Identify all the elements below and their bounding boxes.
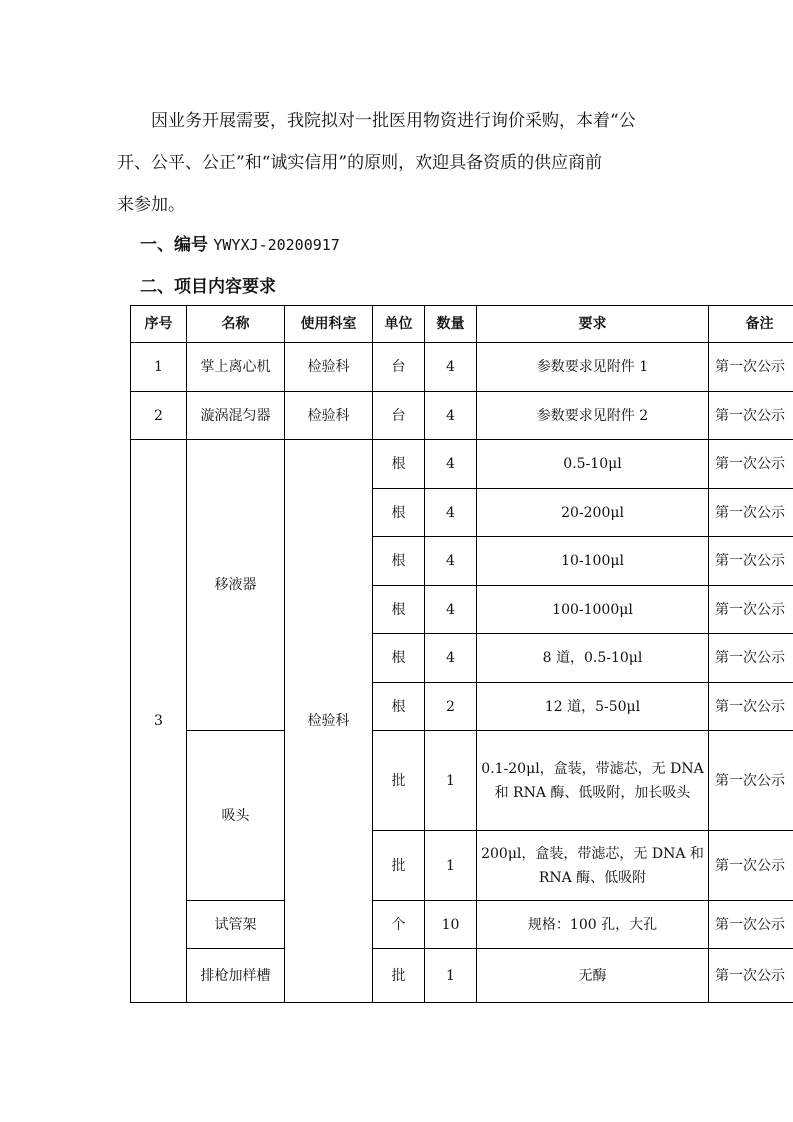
cell-qty: 4 [425, 343, 477, 392]
cell-req: 200μl，盒装，带滤芯，无 DNA 和 RNA 酶、低吸附 [477, 831, 709, 901]
cell-unit: 根 [373, 537, 425, 586]
cell-note: 第一次公示 [709, 949, 793, 1003]
cell-req: 10-100μl [477, 537, 709, 586]
cell-name: 排枪加样槽 [187, 949, 285, 1003]
table-row [131, 949, 793, 1003]
header-unit: 单位 [373, 306, 425, 343]
cell-note: 第一次公示 [709, 440, 793, 489]
cell-note: 第一次公示 [709, 731, 793, 831]
cell-dept: 检验科 [285, 440, 373, 1003]
cell-req: 参数要求见附件 2 [477, 392, 709, 440]
cell-req: 规格：100 孔，大孔 [477, 901, 709, 949]
cell-qty: 4 [425, 440, 477, 489]
cell-seq: 1 [131, 343, 187, 392]
cell-seq: 3 [131, 440, 187, 1003]
cell-note: 第一次公示 [709, 901, 793, 949]
cell-unit: 根 [373, 634, 425, 683]
intro-line-1: 因业务开展需要，我院拟对一批医用物资进行询价采购，本着“公 [151, 111, 636, 131]
header-note: 备注 [709, 306, 793, 343]
table-row [131, 901, 793, 949]
cell-name: 吸头 [187, 731, 285, 901]
cell-req: 无酶 [477, 949, 709, 1003]
cell-unit: 批 [373, 831, 425, 901]
cell-unit: 批 [373, 949, 425, 1003]
cell-unit: 批 [373, 731, 425, 831]
cell-dept: 检验科 [285, 392, 373, 440]
cell-req: 20-200μl [477, 489, 709, 537]
header-seq: 序号 [131, 306, 187, 343]
cell-req: 参数要求见附件 1 [477, 343, 709, 392]
cell-unit: 根 [373, 489, 425, 537]
cell-req: 12 道，5-50μl [477, 683, 709, 731]
cell-qty: 10 [425, 901, 477, 949]
project-code: YWYXJ-20200917 [213, 236, 340, 254]
cell-req: 0.5-10μl [477, 440, 709, 489]
cell-seq: 2 [131, 392, 187, 440]
cell-note: 第一次公示 [709, 586, 793, 634]
cell-qty: 4 [425, 634, 477, 683]
section-number-label: 一、编号 [140, 235, 208, 255]
cell-name: 试管架 [187, 901, 285, 949]
table-row [131, 731, 793, 831]
cell-qty: 4 [425, 586, 477, 634]
cell-unit: 台 [373, 392, 425, 440]
cell-qty: 1 [425, 831, 477, 901]
cell-note: 第一次公示 [709, 831, 793, 901]
header-dept: 使用科室 [285, 306, 373, 343]
header-name: 名称 [187, 306, 285, 343]
cell-unit: 根 [373, 586, 425, 634]
cell-dept: 检验科 [285, 343, 373, 392]
header-req: 要求 [477, 306, 709, 343]
cell-note: 第一次公示 [709, 634, 793, 683]
intro-line-2: 开、公平、公正”和“诚实信用”的原则，欢迎具备资质的供应商前 [117, 153, 603, 173]
table-row [131, 343, 793, 392]
requirements-table [130, 305, 793, 1003]
cell-note: 第一次公示 [709, 537, 793, 586]
cell-note: 第一次公示 [709, 343, 793, 392]
cell-req: 0.1-20μl，盒装，带滤芯，无 DNA 和 RNA 酶、低吸附，加长吸头 [477, 731, 709, 831]
cell-note: 第一次公示 [709, 683, 793, 731]
cell-req: 8 道，0.5-10μl [477, 634, 709, 683]
cell-unit: 根 [373, 440, 425, 489]
cell-qty: 1 [425, 949, 477, 1003]
table-row [131, 440, 793, 489]
cell-name: 移液器 [187, 440, 285, 731]
section-requirements-label: 二、项目内容要求 [140, 277, 276, 297]
cell-note: 第一次公示 [709, 392, 793, 440]
cell-unit: 台 [373, 343, 425, 392]
header-qty: 数量 [425, 306, 477, 343]
cell-name: 漩涡混匀器 [187, 392, 285, 440]
cell-unit: 根 [373, 683, 425, 731]
section-requirements-heading [140, 272, 276, 297]
cell-note: 第一次公示 [709, 489, 793, 537]
cell-qty: 4 [425, 537, 477, 586]
cell-req: 100-1000μl [477, 586, 709, 634]
cell-unit: 个 [373, 901, 425, 949]
table-header-row [131, 306, 793, 343]
cell-qty: 2 [425, 683, 477, 731]
section-number-heading [140, 230, 340, 255]
cell-qty: 4 [425, 489, 477, 537]
cell-name: 掌上离心机 [187, 343, 285, 392]
intro-line-3: 来参加。 [117, 195, 185, 215]
table-row [131, 392, 793, 440]
cell-qty: 1 [425, 731, 477, 831]
cell-qty: 4 [425, 392, 477, 440]
intro-paragraph [117, 100, 677, 226]
